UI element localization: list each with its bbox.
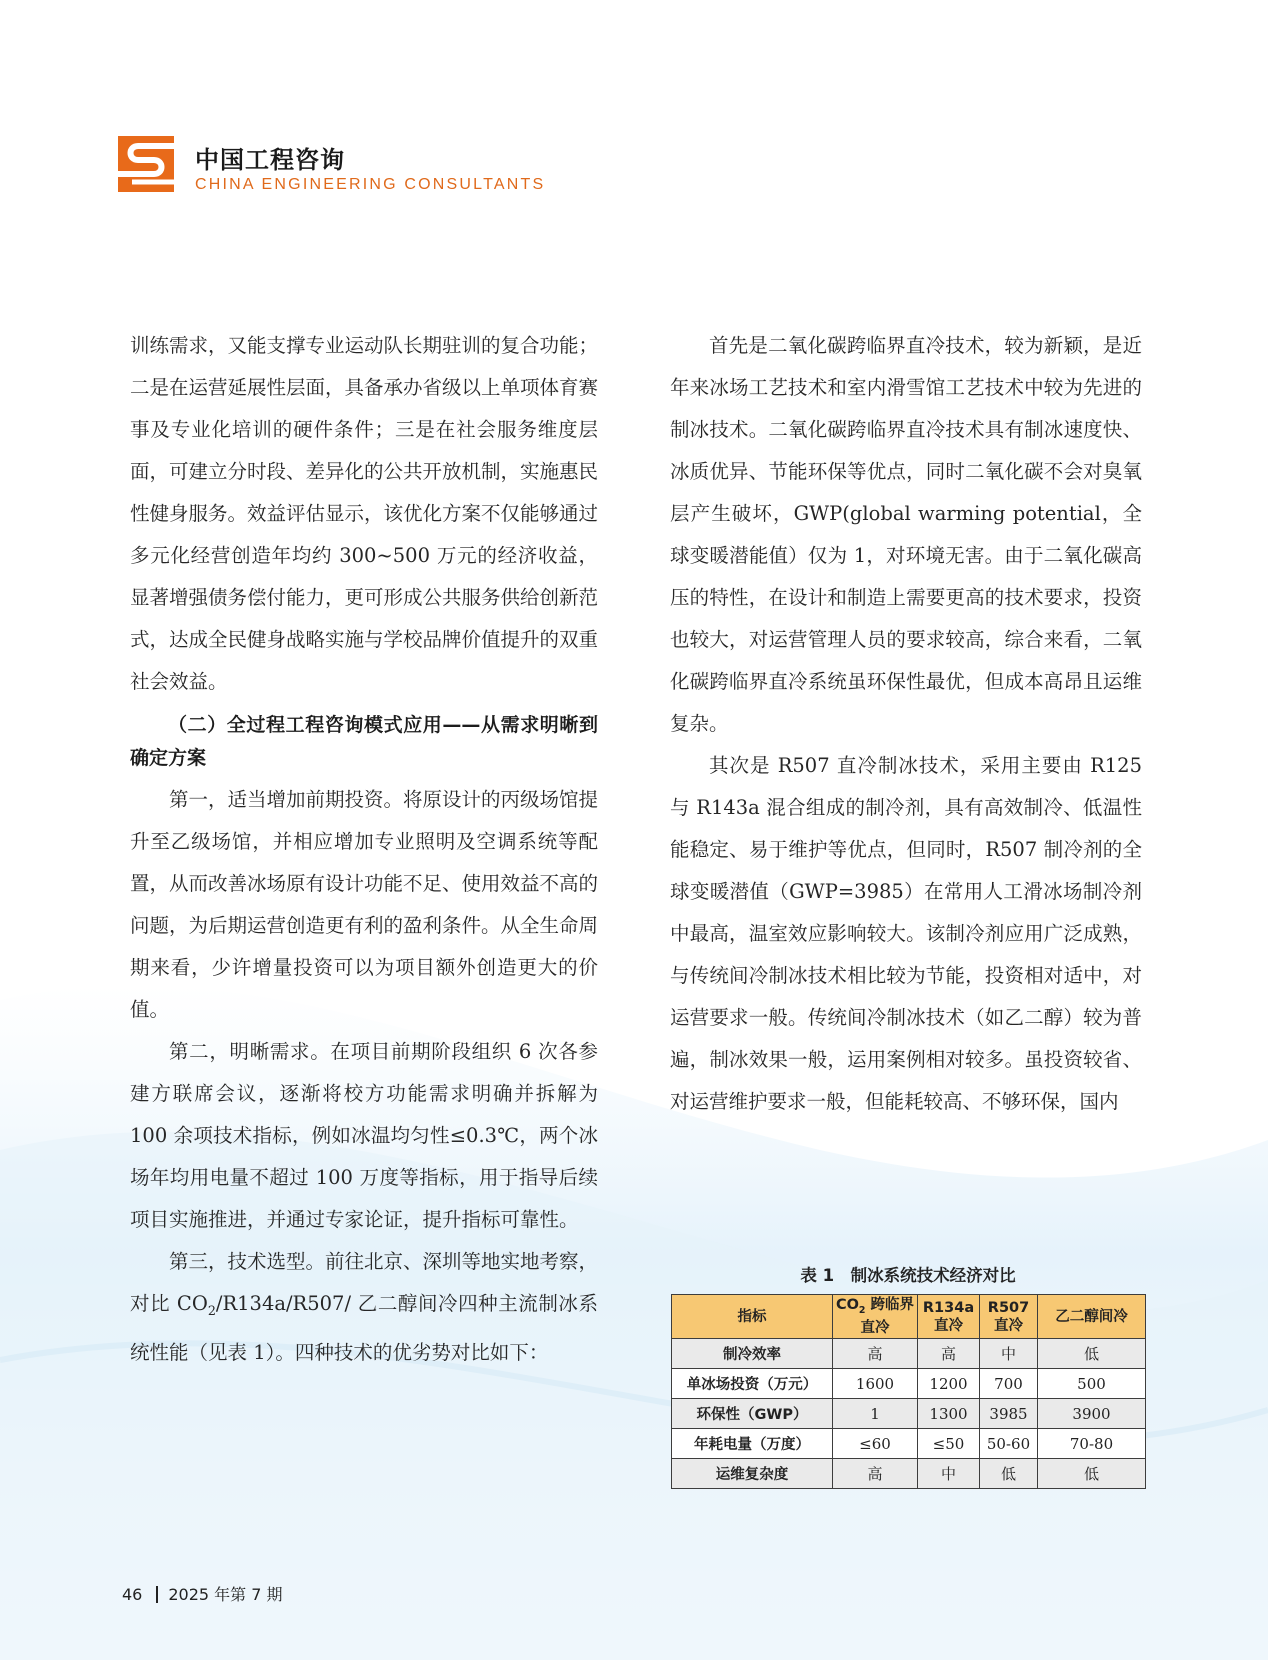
paragraph: 第二，明晰需求。在项目前期阶段组织 6 次各参建方联席会议，逐渐将校方功能需求明确并拆解为 100 余项技术指标，例如冰温均匀性≤0.3℃，两个冰场年均用电量不超过 100 万度等指标，用于指导后续项目实施推进，并通过专家论证，提升指标可靠性。	[130, 1040, 598, 1231]
table-cell: 50-60	[980, 1429, 1038, 1459]
paragraph: 首先是二氧化碳跨临界直冷技术，较为新颖，是近年来冰场工艺技术和室内滑雪馆工艺技术中较为先进的制冰技术。二氧化碳跨临界直冷技术具有制冰速度快、冰质优异、节能环保等优点，同时二氧化碳不会对臭氧层产生破坏，GWP(global warming potential，全球变暖潜能值）仅为 1，对环境无害。由于二氧化碳高压的特性，在设计和制造上需要更高的技术要求，投资也较大，对运营管理人员的要求较高，综合来看，二氧化碳跨临界直冷系统虽环保性最优，但成本高昂且运维复杂。	[670, 334, 1142, 735]
table-row	[672, 1369, 1146, 1399]
table-cell: 中	[980, 1339, 1038, 1369]
left-column	[130, 325, 598, 1374]
table-row	[672, 1429, 1146, 1459]
subscript: 2	[207, 1302, 216, 1318]
paragraph-text: 第三，技术选型。前往北京、深圳等地实地考察，对比 CO	[130, 1250, 599, 1315]
paragraph: 其次是 R507 直冷制冰技术，采用主要由 R125 与 R143a 混合组成的制冷剂，具有高效制冷、低温性能稳定、易于维护等优点，但同时，R507 制冷剂的全球变暖潜值（GWP=3985）在常用人工滑冰场制冷剂中最高，温室效应影响较大。该制冷剂应用广泛成熟，与传统间冷制冰技术相比较为节能，投资相对适中，对运营要求一般。传统间冷制冰技术（如乙二醇）较为普遍，制冰效果一般，运用案例相对较多。虽投资较省、对运营维护要求一般，但能耗较高、不够环保，国内	[670, 754, 1142, 1113]
table-header-cell	[980, 1295, 1038, 1339]
page-footer	[122, 1582, 283, 1605]
table-cell: 中	[918, 1459, 980, 1489]
right-column	[670, 325, 1142, 1123]
table-row-label: 运维复杂度	[672, 1459, 833, 1489]
table-row-label: 环保性（GWP）	[672, 1399, 833, 1429]
issue-label: 2025 年第 7 期	[168, 1585, 283, 1604]
brand-name-en: CHINA ENGINEERING CONSULTANTS	[195, 176, 546, 193]
section-heading: （二）全过程工程咨询模式应用——从需求明晰到确定方案	[130, 714, 598, 769]
table-header-cell	[833, 1295, 918, 1339]
paragraph: 训练需求，又能支撑专业运动队长期驻训的复合功能；二是在运营延展性层面，具备承办省级以上单项体育赛事及专业化培训的硬件条件；三是在社会服务维度层面，可建立分时段、差异化的公共开放机制，实施惠民性健身服务。效益评估显示，该优化方案不仅能够通过多元化经营创造年均约 300~500 万元的经济收益，显著增强债务偿付能力，更可形成公共服务供给创新范式，达成全民健身战略实施与学校品牌价值提升的双重社会效益。	[130, 334, 599, 693]
header-text: 直冷	[994, 1317, 1023, 1334]
table-cell: 高	[833, 1459, 918, 1489]
header-text: R507	[987, 1299, 1030, 1316]
table-cell: 3985	[980, 1399, 1038, 1429]
company-logo-icon	[118, 136, 174, 192]
table-cell: 1600	[833, 1369, 918, 1399]
table-row-label: 年耗电量（万度）	[672, 1429, 833, 1459]
table-cell: 低	[980, 1459, 1038, 1489]
header-text: 直冷	[934, 1317, 963, 1334]
header-text: 直冷	[860, 1320, 890, 1337]
header-text: 跨临界	[865, 1296, 915, 1313]
table-cell: 高	[833, 1339, 918, 1369]
table-row	[672, 1459, 1146, 1489]
table-row-label: 单冰场投资（万元）	[672, 1369, 833, 1399]
table-row	[672, 1339, 1146, 1369]
table-cell: 1300	[918, 1399, 980, 1429]
table-cell: 70-80	[1038, 1429, 1146, 1459]
page-number: 46	[122, 1585, 143, 1604]
table-header-cell: 乙二醇间冷	[1038, 1295, 1146, 1339]
table-cell: 700	[980, 1369, 1038, 1399]
table-row	[672, 1399, 1146, 1429]
table-row-label: 制冷效率	[672, 1339, 833, 1369]
table-cell: 1	[833, 1399, 918, 1429]
subscript: 2	[858, 1304, 866, 1316]
table-cell: 高	[918, 1339, 980, 1369]
table-cell: 1200	[918, 1369, 980, 1399]
table-header-row	[672, 1295, 1146, 1339]
brand-name-cn: 中国工程咨询	[195, 146, 345, 174]
table-caption: 表 1 制冰系统技术经济对比	[800, 1266, 1016, 1285]
comparison-table	[671, 1294, 1146, 1489]
paragraph-text: /R134a/R507/ 乙二醇间冷四种主流制冰系统性能（见表 1）。四种技术的优劣势对比如下：	[130, 1292, 598, 1364]
table-header-cell: 指标	[672, 1295, 833, 1339]
table-cell: 3900	[1038, 1399, 1146, 1429]
table-cell: 低	[1038, 1339, 1146, 1369]
table-cell: 低	[1038, 1459, 1146, 1489]
paragraph: 第一，适当增加前期投资。将原设计的丙级场馆提升至乙级场馆，并相应增加专业照明及空调系统等配置，从而改善冰场原有设计功能不足、使用效益不高的问题，为后期运营创造更有利的盈利条件。从全生命周期来看，少许增量投资可以为项目额外创造更大的价值。	[130, 788, 599, 1021]
footer-divider	[156, 1586, 158, 1603]
header-text: R134a	[922, 1299, 975, 1316]
table-cell: 500	[1038, 1369, 1146, 1399]
header-text: CO	[835, 1296, 859, 1313]
table-cell: ≤50	[918, 1429, 980, 1459]
table-header-cell	[918, 1295, 980, 1339]
paragraph	[130, 1241, 598, 1374]
table-cell: ≤60	[833, 1429, 918, 1459]
